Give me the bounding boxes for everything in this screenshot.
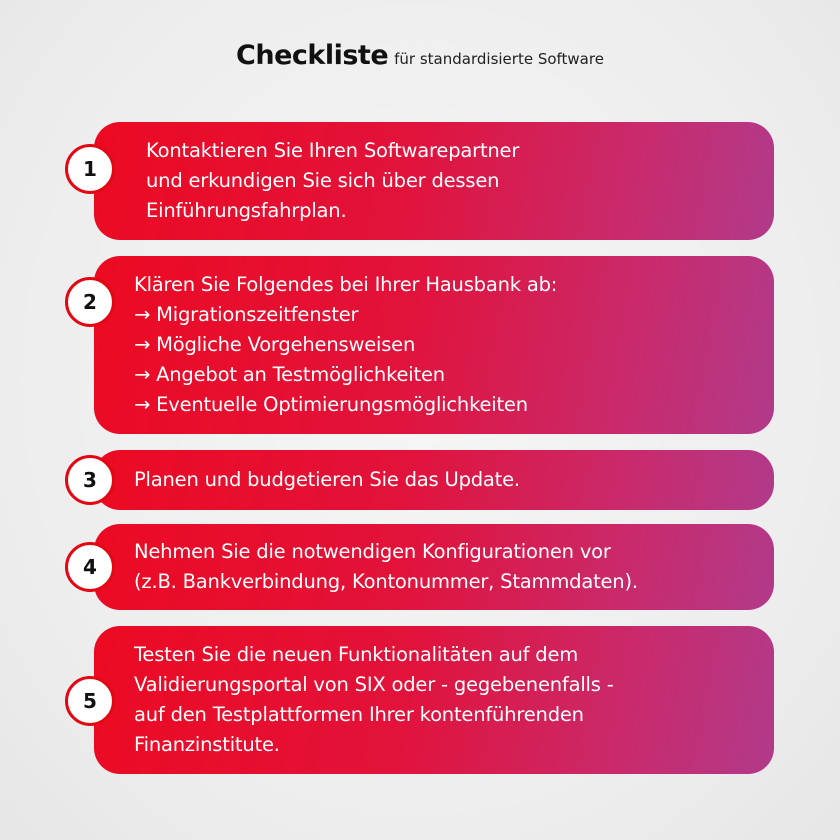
step-line: Planen und budgetieren Sie das Update. <box>134 468 520 491</box>
step-line: und erkundigen Sie sich über dessen <box>146 169 500 192</box>
step-number-badge-4: 4 <box>65 542 115 592</box>
step-text <box>134 465 520 495</box>
step-card-1 <box>94 122 774 240</box>
step-line: → Migrationszeitfenster <box>134 303 359 326</box>
step-line: → Angebot an Testmöglichkeiten <box>134 363 445 386</box>
step-line: (z.B. Bankverbindung, Kontonummer, Stammdaten). <box>134 570 638 593</box>
page-subtitle: für standardisierte Software <box>394 50 604 68</box>
step-line: Kontaktieren Sie Ihren Softwarepartner <box>146 139 520 162</box>
header <box>0 40 840 71</box>
step-text <box>134 270 557 420</box>
step-number-badge-5: 5 <box>65 676 115 726</box>
step-number-badge-1: 1 <box>65 144 115 194</box>
step-card-4 <box>94 524 774 610</box>
step-card-3 <box>94 450 774 510</box>
step-text <box>146 136 519 226</box>
step-line: Klären Sie Folgendes bei Ihrer Hausbank ab: <box>134 273 558 296</box>
step-line: Nehmen Sie die notwendigen Konfigurationen vor <box>134 540 611 563</box>
step-line: Validierungsportal von SIX oder - gegebenenfalls - <box>134 673 614 696</box>
step-number-badge-3: 3 <box>65 455 115 505</box>
step-card-2 <box>94 256 774 434</box>
step-line: → Eventuelle Optimierungsmöglichkeiten <box>134 393 528 416</box>
page-title: Checkliste <box>236 40 389 71</box>
step-line: auf den Testplattformen Ihrer kontenführenden <box>134 703 584 726</box>
step-line: Testen Sie die neuen Funktionalitäten auf dem <box>134 643 579 666</box>
step-card-5 <box>94 626 774 774</box>
step-line: Finanzinstitute. <box>134 733 280 756</box>
step-number-badge-2: 2 <box>65 277 115 327</box>
step-line: → Mögliche Vorgehensweisen <box>134 333 416 356</box>
step-line: Einführungsfahrplan. <box>146 199 347 222</box>
step-text <box>134 640 614 760</box>
step-text <box>134 537 638 597</box>
